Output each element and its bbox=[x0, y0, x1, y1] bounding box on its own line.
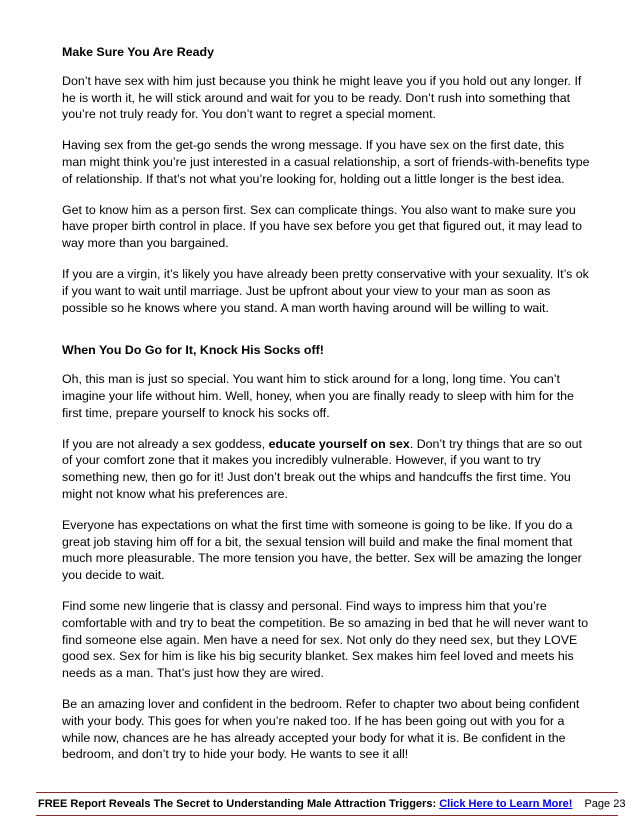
paragraph bbox=[62, 436, 590, 503]
paragraph: Get to know him as a person first. Sex can complicate things. You also want to make sure you have proper birth control in place. If you have sex before you get that figured out, it may lead to way more than you bargained. bbox=[62, 202, 583, 251]
paragraph: Find some new lingerie that is classy and personal. Find ways to impress him that you’re comfortable with and try to beat the competition. Be so amazing in bed that he will never want to find someone else again. Men have a need for sex. Not only do they need sex, but they LOVE good sex. Sex for him is like his big security blanket. Sex makes him feel loved and meets his needs as a man. That’s just how they are wired. bbox=[62, 598, 589, 681]
paragraph: Oh, this man is just so special. You want him to stick around for a long, long time. You can’t imagine your life without him. Well, honey, when you are finally ready to sleep with him for the first time, prepare yourself to knock his socks off. bbox=[62, 372, 574, 420]
section-heading: Make Sure You Are Ready bbox=[62, 45, 214, 59]
paragraph-text: If you are not already a sex goddess, bbox=[62, 436, 269, 451]
paragraph: Having sex from the get-go sends the wrong message. If you have sex on the first date, this man might think you’re just interested in a casual relationship, a sort of friends-with-benefits type of relationship. If that’s not what you’re looking for, holding out a little longer is the best idea. bbox=[62, 138, 590, 186]
bold-phrase: educate yourself on sex bbox=[268, 436, 410, 451]
paragraph-text: . Don’t try things that are so out of your comfort zone that it makes you incredibly vulnerable. However, if you want to try something new, then go for it! Just don’t break out the whips and handcuffs the first time. You might not know what his preferences are. bbox=[62, 436, 582, 501]
learn-more-link[interactable]: Click Here to Learn More! bbox=[439, 798, 573, 810]
footer-report-text: FREE Report Reveals The Secret to Understanding Male Attraction Triggers: bbox=[38, 798, 440, 810]
section-heading: When You Do Go for It, Knock His Socks off! bbox=[62, 343, 324, 358]
page-content bbox=[62, 44, 590, 777]
page-footer bbox=[36, 792, 626, 816]
paragraph: If you are a virgin, it’s likely you have already been pretty conservative with your sexuality. It’s ok if you want to wait until marriage. Just be upfront about your view to your man as soon as possible so he knows where you stand. A man worth having around will be willing to wait. bbox=[62, 266, 589, 315]
paragraph: Don’t have sex with him just because you think he might leave you if you hold out any longer. If he is worth it, he will stick around and wait for you to be ready. Don’t rush into something that you’re not truly ready for. You don’t want to regret a special moment. bbox=[62, 73, 582, 122]
footer-report bbox=[36, 798, 572, 810]
paragraph: Be an amazing lover and confident in the bedroom. Refer to chapter two about being confident with your body. This goes for when you’re naked too. If he has been going out with you for a while now, chances are he has already accepted your body for what it is. Be confident in the bedroom, and don’t try to hide your body. He wants to see it all! bbox=[62, 696, 580, 762]
paragraph: Everyone has expectations on what the first time with someone is going to be like. If you do a great job staving him off for a bit, the sexual tension will build and make the final moment that much more pleasurable. The more tension you have, the better. Sex will be amazing the longer you decide to wait. bbox=[62, 517, 582, 583]
page-number: Page 23 bbox=[584, 798, 626, 810]
